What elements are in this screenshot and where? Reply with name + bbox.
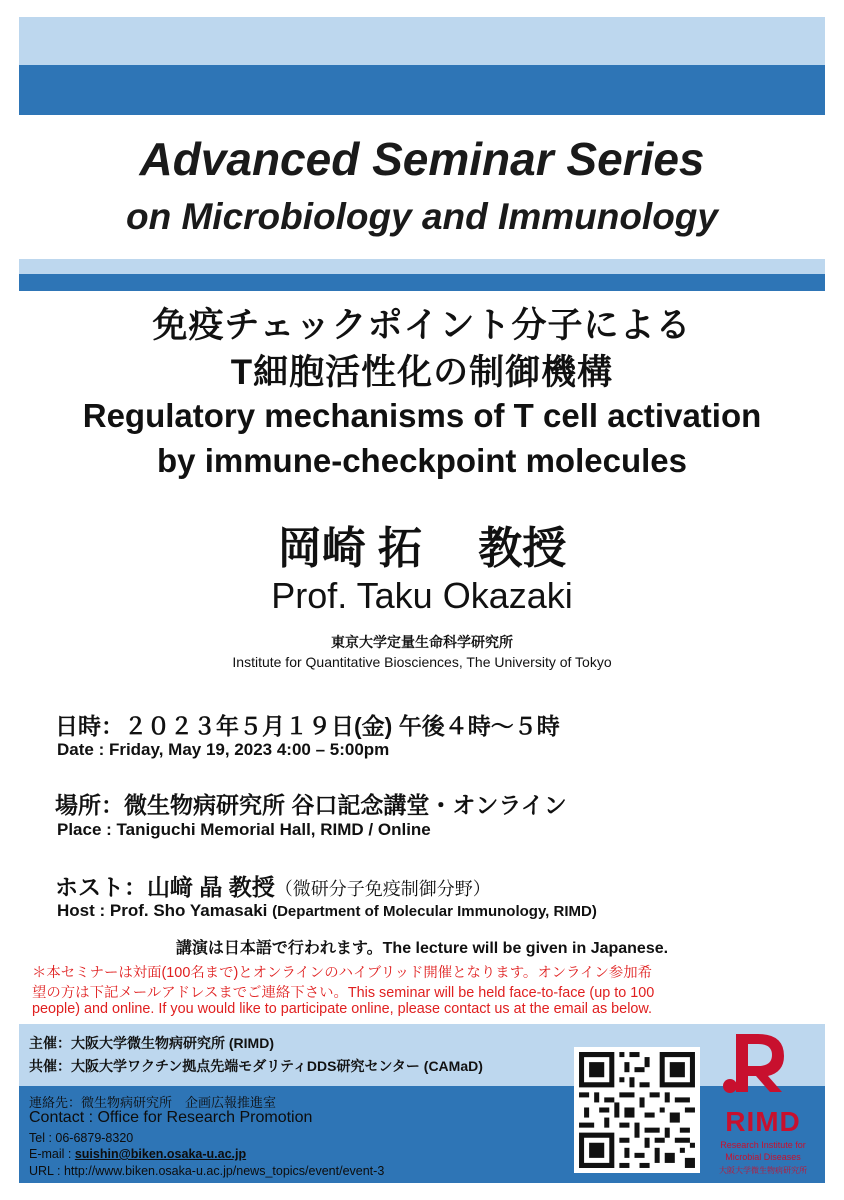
host-en-name: Host : Prof. Sho Yamasaki <box>57 901 268 920</box>
host-jp-name: ホスト：山﨑 晶 教授 <box>55 874 275 900</box>
series-title-line2: on Microbiology and Immunology <box>126 196 718 237</box>
qr-code[interactable] <box>574 1047 700 1173</box>
divider-band-dark <box>19 274 825 291</box>
qr-code-image <box>574 1047 700 1173</box>
talk-title-jp-line1: 免疫チェックポイント分子による <box>152 306 692 345</box>
email-label: E-mail : <box>29 1147 75 1161</box>
rimd-logo <box>702 1026 824 1184</box>
date-en: Date : Friday, May 19, 2023 4:00 – 5:00pm <box>57 740 390 759</box>
co-organizer: 共催：大阪大学ワクチン拠点先端モダリティDDS研究センター (CAMaD) <box>29 1058 483 1074</box>
divider-band-light <box>19 259 825 274</box>
host-jp-dept: （微研分子免疫制御分野） <box>274 879 491 899</box>
speaker-name-en: Prof. Taku Okazaki <box>271 575 573 616</box>
url[interactable]: URL : http://www.biken.osaka-u.ac.jp/news_topics/event/event-3 <box>29 1164 385 1178</box>
email-line <box>29 1147 246 1161</box>
hybrid-note-line2: 望の方は下記メールアドレスまでご連絡下さい。This seminar will be held face-to-face (up to 100 <box>32 985 655 1001</box>
logo-sub3: 大阪大学微生物病研究所 <box>719 1166 807 1175</box>
place-en: Place : Taniguchi Memorial Hall, RIMD / Online <box>57 820 431 839</box>
place-jp: 場所：微生物病研究所 谷口記念講堂・オンライン <box>55 792 567 818</box>
rimd-mark-icon <box>722 1026 802 1098</box>
contact-jp: 連絡先：微生物病研究所 企画広報推進室 <box>29 1095 277 1110</box>
logo-text: RIMD <box>725 1106 801 1137</box>
tel: Tel : 06-6879-8320 <box>29 1131 134 1145</box>
hybrid-note-line1: ＊本セミナーは対面(100名まで)とオンラインのハイブリッド開催となります。オンライン参加希 <box>32 965 653 981</box>
host-jp <box>55 869 491 902</box>
speaker-affiliation-jp: 東京大学定量生命科学研究所 <box>331 634 513 650</box>
language-note: 講演は日本語で行われます。The lecture will be given in Japanese. <box>175 940 669 957</box>
host-en-dept: (Department of Molecular Immunology, RIMD) <box>272 903 597 920</box>
logo-sub2: Microbial Diseases <box>725 1152 801 1162</box>
date-jp: 日時：２０２３年５月１９日(金) 午後４時～５時 <box>55 713 560 739</box>
organizer: 主催：大阪大学微生物病研究所 (RIMD) <box>29 1035 274 1051</box>
speaker-affiliation-en: Institute for Quantitative Biosciences, The University of Tokyo <box>232 654 612 670</box>
hybrid-note-line3: people) and online. If you would like to participate online, please contact us at the email as below. <box>32 1001 652 1017</box>
top-band-light <box>19 17 825 65</box>
talk-title-en-line2: by immune-checkpoint molecules <box>157 442 687 479</box>
series-title-line1: Advanced Seminar Series <box>139 133 705 185</box>
talk-title-jp-line2: T細胞活性化の制御機構 <box>230 353 614 392</box>
talk-title-en-line1: Regulatory mechanisms of T cell activation <box>82 397 762 434</box>
top-band-dark <box>19 65 825 115</box>
contact-en: Contact : Office for Research Promotion <box>29 1109 313 1126</box>
speaker-name-jp: 岡崎 拓 教授 <box>277 524 567 573</box>
logo-sub1: Research Institute for <box>720 1140 806 1150</box>
email-link[interactable]: suishin@biken.osaka-u.ac.jp <box>74 1147 247 1161</box>
host-en <box>57 901 597 921</box>
